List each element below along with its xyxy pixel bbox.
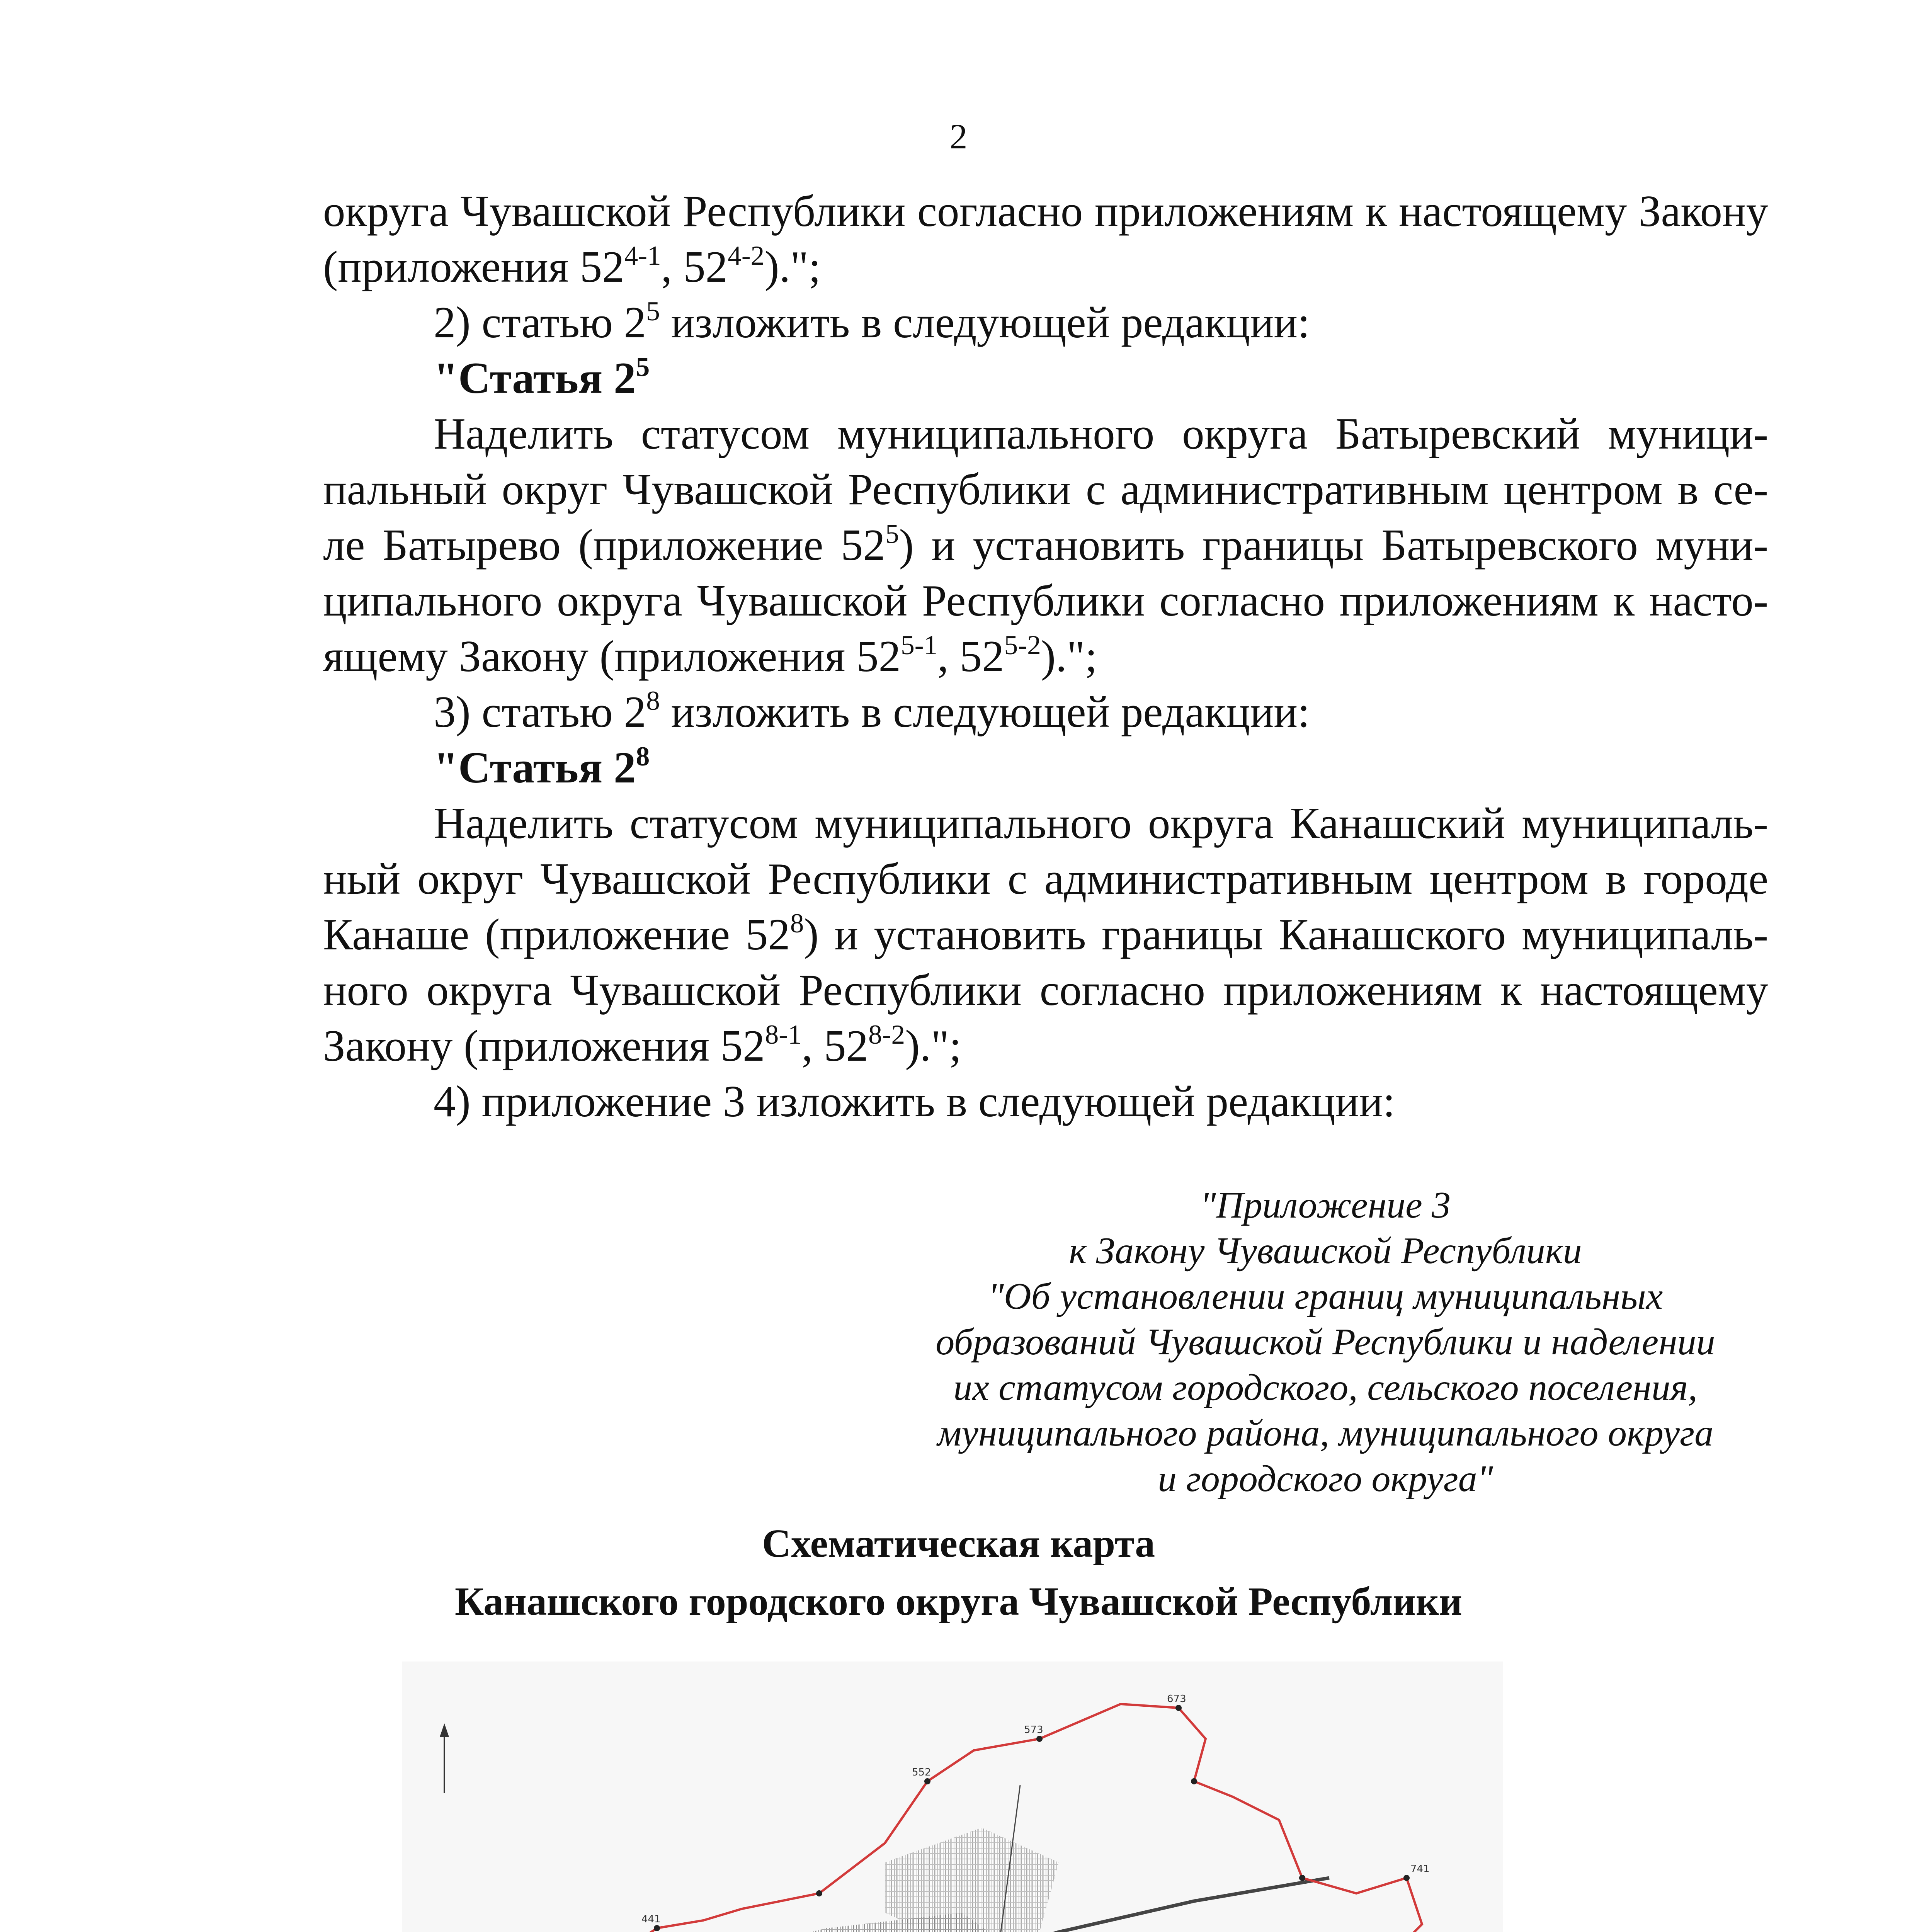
article-2-5-line — [323, 406, 1768, 462]
text-run: ) и установить границы Батыревского муни- — [899, 520, 1768, 570]
text-run: "Статья 2 — [434, 743, 636, 792]
text-run: , 52 — [937, 632, 1004, 681]
point-label: 552 — [912, 1767, 931, 1778]
superscript: 5 — [646, 296, 660, 327]
text-run: ле Батырево (приложение 52 — [323, 520, 885, 570]
article-2-5-line — [323, 462, 1768, 517]
superscript: 5 — [885, 518, 899, 549]
superscript: 5-2 — [1004, 629, 1041, 660]
annex-line: их статусом городского, сельского поселения, — [953, 1367, 1698, 1408]
annex-line: к Закону Чувашской Республики — [1069, 1230, 1582, 1272]
text-run: (приложения 52 — [323, 242, 624, 291]
superscript: 8 — [636, 741, 650, 772]
superscript: 8-1 — [765, 1019, 802, 1050]
article-2-5-heading — [323, 350, 1768, 406]
item-4 — [323, 1074, 1768, 1129]
text-run: "Статья 2 — [434, 354, 636, 403]
superscript: 4-1 — [624, 240, 661, 271]
text-run: )."; — [1041, 632, 1097, 681]
annex-header — [866, 1182, 1785, 1502]
schematic-map — [402, 1662, 1503, 1932]
article-2-5-line — [323, 629, 1768, 684]
superscript: 5-1 — [901, 629, 938, 660]
text-run: Наделить статусом муниципального округа Батыревский муници- — [434, 409, 1768, 458]
paragraph-continuation — [323, 184, 1768, 239]
superscript: 4-2 — [728, 240, 765, 271]
superscript: 8-2 — [868, 1019, 905, 1050]
article-2-8-line — [323, 963, 1768, 1018]
annex-line: "Об установлении границ муниципальных — [988, 1276, 1663, 1317]
map-title-line-1: Схематическая карта — [762, 1521, 1155, 1566]
text-run: изложить в следующей редакции: — [660, 298, 1310, 347]
text-run: ного округа Чувашской Республики согласно приложениям к настоящему — [323, 966, 1768, 1015]
paragraph-continuation-end — [323, 239, 1768, 295]
article-2-8-heading — [323, 740, 1768, 796]
article-2-8-line — [323, 796, 1768, 851]
text-run: 4) приложение 3 изложить в следующей редакции: — [434, 1077, 1395, 1126]
text-run: ) и установить границы Канашского муниципаль- — [804, 910, 1768, 959]
map-title-line-2: Канашского городского округа Чувашской Республики — [455, 1579, 1462, 1624]
text-run: округа Чувашской Республики согласно приложениям к настоящему Закону — [323, 187, 1768, 236]
point-label: 741 — [1410, 1863, 1430, 1875]
text-run: ящему Закону (приложения 52 — [323, 632, 901, 681]
text-run: )."; — [764, 242, 821, 291]
article-2-5-line — [323, 573, 1768, 629]
text-run: Закону (приложения 52 — [323, 1021, 765, 1070]
article-2-8-line — [323, 851, 1768, 907]
text-run: ципального округа Чувашской Республики согласно приложениям к насто- — [323, 576, 1768, 625]
text-run: , 52 — [801, 1021, 869, 1070]
article-2-8-line — [323, 1018, 1768, 1074]
text-run: ный округ Чувашской Республики с административным центром в городе — [323, 854, 1768, 903]
superscript: 5 — [636, 351, 650, 382]
superscript: 8 — [790, 908, 804, 939]
law-text — [323, 184, 1768, 1129]
superscript: 8 — [646, 685, 660, 716]
annex-line: муниципального района, муниципального округа — [937, 1412, 1714, 1454]
item-2 — [323, 295, 1768, 350]
text-run: 3) статью 2 — [434, 687, 646, 736]
text-run: , 52 — [661, 242, 728, 291]
annex-line: "Приложение 3 — [1200, 1184, 1451, 1226]
point-label: 441 — [641, 1913, 661, 1925]
point-label: 573 — [1024, 1724, 1043, 1736]
text-run: Канаше (приложение 52 — [323, 910, 790, 959]
article-2-5-line — [323, 517, 1768, 573]
text-run: )."; — [905, 1021, 962, 1070]
text-run: пальный округ Чувашской Республики с административным центром в се- — [323, 465, 1768, 514]
page-number: 2 — [949, 117, 968, 156]
text-run: изложить в следующей редакции: — [660, 687, 1310, 736]
annex-line: и городского округа" — [1158, 1458, 1493, 1500]
map-drawing — [402, 1662, 1503, 1932]
text-run: Наделить статусом муниципального округа Канашский муниципаль- — [434, 799, 1768, 848]
map-title — [0, 1515, 1917, 1631]
article-2-8-line — [323, 907, 1768, 963]
annex-line: образований Чувашской Республики и наделении — [936, 1321, 1715, 1363]
text-run: 2) статью 2 — [434, 298, 646, 347]
item-3 — [323, 684, 1768, 740]
point-label: 673 — [1167, 1693, 1186, 1705]
